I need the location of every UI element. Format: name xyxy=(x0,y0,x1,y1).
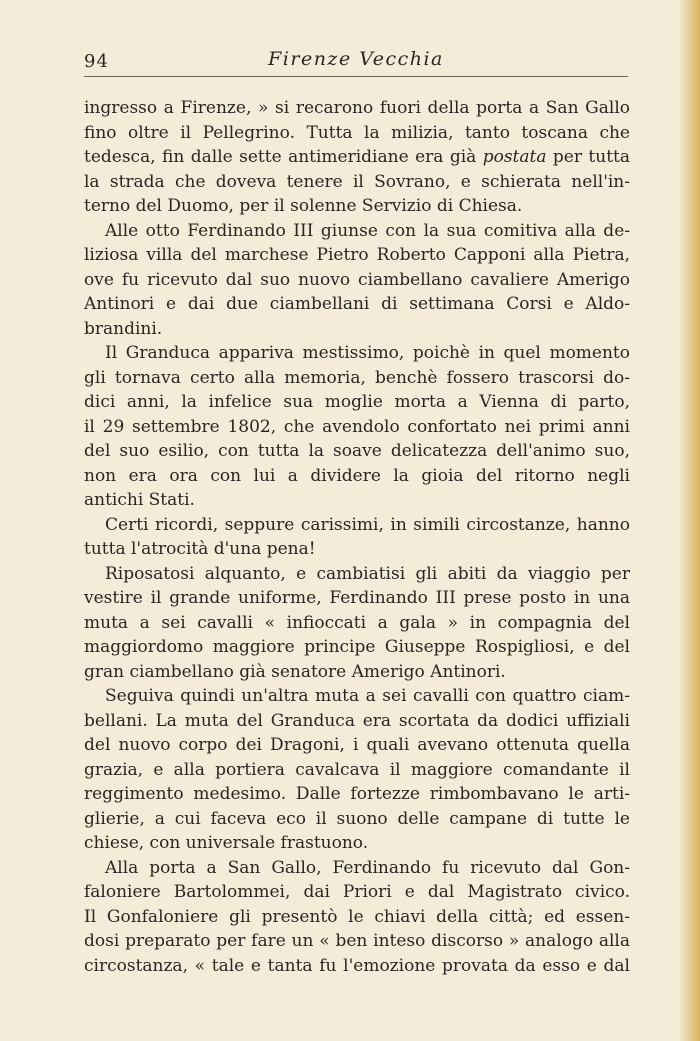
text-line: chiese, con universale frastuono. xyxy=(84,833,369,853)
text-line: terno del Duomo, per il solenne Servizio di Chiesa. xyxy=(84,196,523,216)
header-rule xyxy=(84,76,628,77)
text-line: antichi Stati. xyxy=(84,490,195,510)
text-line: Antinori e dai due ciambellani di settimana Corsi e Aldo- xyxy=(84,294,630,314)
text-line: non era ora con lui a dividere la gioia del ritorno negli xyxy=(84,465,630,486)
text-line: dici anni, la infelice sua moglie morta a Vienna di parto, xyxy=(84,392,630,412)
text-line: muta a sei cavalli « infioccati a gala » in compagnia del xyxy=(84,612,630,633)
text-line: ingresso a Firenze, » si recarono fuori della porta a San Gallo xyxy=(84,98,630,118)
text-line: del suo esilio, con tutta la soave delicatezza dell'animo suo, xyxy=(84,441,630,461)
text-line xyxy=(84,145,630,170)
text-line: gran ciambellano già senatore Amerigo Antinori. xyxy=(84,661,506,682)
text-line: dosi preparato per fare un « ben inteso discorso » analogo alla xyxy=(84,931,630,951)
text-line: reggimento medesimo. Dalle fortezze rimbombavano le arti- xyxy=(84,784,630,804)
text-line: Alle otto Ferdinando III giunse con la sua comitiva alla de- xyxy=(105,220,630,241)
text-line: circostanza, « tale e tanta fu l'emozione provata da esso e dal xyxy=(84,955,630,976)
page-header xyxy=(84,48,628,78)
text-line: ove fu ricevuto dal suo nuovo ciambellano cavaliere Amerigo xyxy=(84,269,630,290)
page-number: 94 xyxy=(84,51,109,72)
text-line: Seguiva quindi un'altra muta a sei cavalli con quattro ciam- xyxy=(105,686,630,706)
text-line: Alla porta a San Gallo, Ferdinando fu ricevuto dal Gon- xyxy=(105,857,630,878)
italic-word: postata xyxy=(482,147,547,167)
text-line: liziosa villa del marchese Pietro Roberto Capponi alla Pietra, xyxy=(84,245,630,265)
text-line: del nuovo corpo dei Dragoni, i quali avevano ottenuta quella xyxy=(84,735,630,755)
text-segment: tedesca, fin dalle sette antimeridiane era già xyxy=(84,147,483,167)
text-line: brandini. xyxy=(84,318,163,339)
text-line: il 29 settembre 1802, che avendolo confortato nei primi anni xyxy=(84,416,630,437)
text-line: grazia, e alla portiera cavalcava il maggiore comandante il xyxy=(84,759,630,780)
text-line: bellani. La muta del Granduca era scortata da dodici uffiziali xyxy=(84,710,630,731)
text-segment: per tutta xyxy=(546,147,630,167)
text-line: Il Gonfaloniere gli presentò le chiavi della città; ed essen- xyxy=(84,906,630,927)
text-line: vestire il grande uniforme, Ferdinando III prese posto in una xyxy=(84,588,630,608)
text-line: la strada che doveva tenere il Sovrano, e schierata nell'in- xyxy=(84,171,630,192)
page-edge-shadow xyxy=(678,0,700,1041)
text-line: fino oltre il Pellegrino. Tutta la milizia, tanto toscana che xyxy=(84,122,630,143)
text-line: gli tornava certo alla memoria, benchè fossero trascorsi do- xyxy=(84,367,630,388)
text-line: Il Granduca appariva mestissimo, poichè in quel momento xyxy=(105,343,630,363)
text-line: Certi ricordi, seppure carissimi, in simili circostanze, hanno xyxy=(105,514,630,535)
text-line: faloniere Bartolommei, dai Priori e dal Magistrato civico. xyxy=(84,882,630,902)
text-line: tutta l'atrocità d'una pena! xyxy=(84,539,316,559)
text-line: glierie, a cui faceva eco il suono delle campane di tutte le xyxy=(84,808,630,829)
running-title: Firenze Vecchia xyxy=(268,48,444,70)
body-text xyxy=(84,96,630,978)
text-line: maggiordomo maggiore principe Giuseppe Rospigliosi, e del xyxy=(84,637,630,657)
text-line: Riposatosi alquanto, e cambiatisi gli abiti da viaggio per xyxy=(105,563,630,584)
